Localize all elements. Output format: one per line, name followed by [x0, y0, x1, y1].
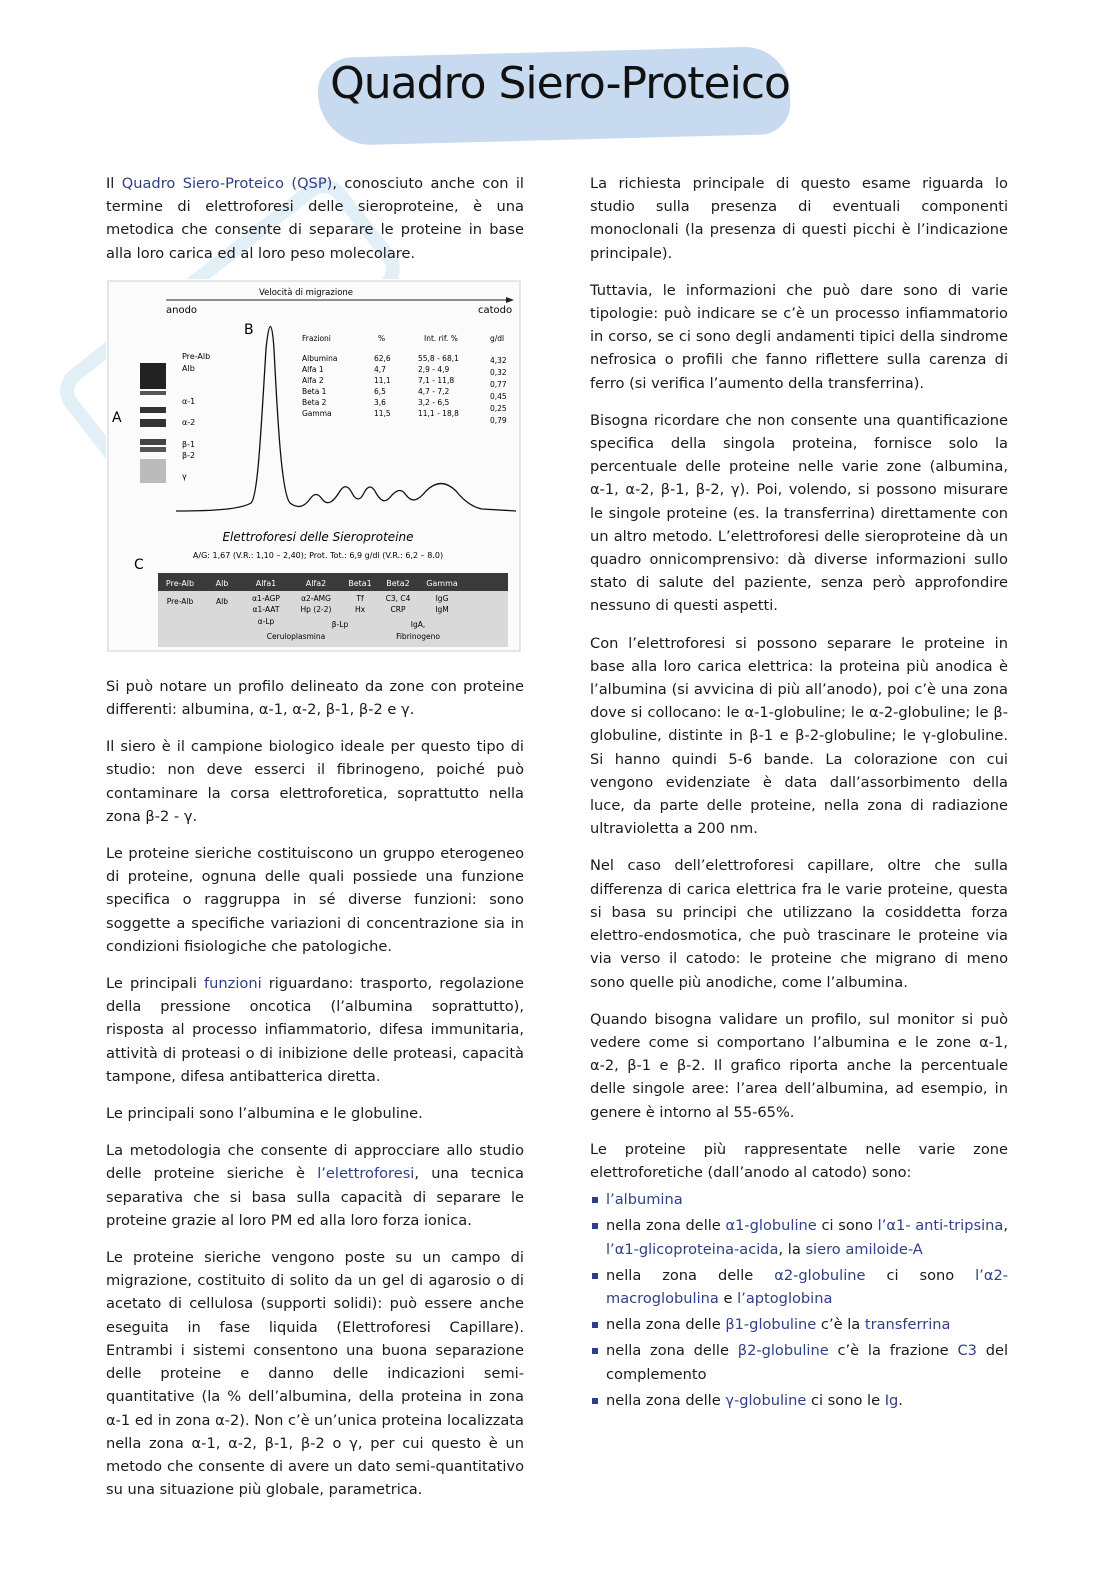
band-protein: Pre-Alb	[166, 596, 194, 606]
band-header: Beta2	[386, 578, 410, 588]
table-cell: 4,7	[374, 364, 386, 374]
text: La metodologia che consente di approcciare allo studio delle proteine sieriche è	[106, 1142, 524, 1183]
text: nella zona delle	[606, 1342, 738, 1360]
table-header: Frazioni	[302, 333, 331, 343]
list-item	[590, 1339, 1008, 1385]
text: e	[718, 1289, 738, 1307]
list-item	[590, 1214, 1008, 1260]
table-cell: 55,8 - 68,1	[418, 353, 459, 363]
gel-label: γ	[182, 471, 187, 481]
paragraph: Si può notare un profilo delineato da zone con proteine differenti: albumina, α-1, α-2, β-1, β-2 e γ.	[106, 677, 524, 719]
text: Il	[106, 175, 122, 192]
velocity-label: Velocità di migrazione	[258, 287, 354, 298]
text: c’è la	[816, 1316, 865, 1334]
highlight-term: Ig	[884, 1391, 899, 1409]
list-item	[590, 1389, 1008, 1412]
list-item	[590, 1188, 1008, 1211]
band-protein: Alb	[216, 596, 228, 606]
text: .	[898, 1391, 903, 1409]
gel-label: α-1	[182, 396, 196, 406]
highlight-term: C3	[957, 1342, 977, 1360]
paragraph: Quando bisogna validare un profilo, sul monitor si può vedere come si comportano l’albumina e le zone α-1, α-2, β-1 e β-2. Il grafico riporta anche la percentuale delle singole aree: l’area dell’albumina, ad esempio, in genere è intorno al 55-65%.	[590, 1010, 1008, 1121]
text: ci sono	[865, 1266, 976, 1284]
text: , conosciuto anche con il termine di elettroforesi delle sieroproteine, è una metodica che consente di separare le proteine in base alla loro carica ed al loro peso molecolare.	[106, 175, 524, 262]
gel-label: Alb	[182, 363, 195, 373]
highlight-term: siero amiloide-A	[805, 1240, 923, 1258]
band-protein: α-Lp	[257, 616, 275, 626]
band-protein: α1-AGP	[252, 593, 280, 603]
table-header: %	[378, 333, 386, 343]
protein-list	[590, 1188, 1008, 1412]
text: nella zona delle	[606, 1266, 775, 1284]
band-body	[158, 591, 508, 647]
table-cell: 4,7 - 7,2	[418, 386, 450, 396]
text: nella zona delle	[606, 1391, 726, 1409]
text: riguardano: trasporto, regolazione della pressione oncotica (l’albumina soprattutto), risposta al processo infiammatorio, difesa immunitaria, attività di proteasi o di inibizione delle proteasi, capacità tampone, difesa antibatterica diretta.	[106, 975, 524, 1085]
paragraph: Le proteine più rappresentate nelle varie zone elettroforetiche (dall’anodo al catodo) sono:	[590, 1140, 1008, 1181]
highlight-term: transferrina	[864, 1316, 951, 1334]
list-item	[590, 1264, 1008, 1310]
text: c’è la frazione	[828, 1342, 958, 1360]
table-cell: Alfa 1	[302, 364, 324, 374]
table-header: Int. rif. %	[424, 333, 458, 343]
table-cell: Alfa 2	[302, 375, 324, 385]
text: nella zona delle	[606, 1316, 726, 1334]
gel-strip	[140, 363, 166, 483]
table-cell: 0,79	[490, 415, 507, 425]
anode-label: anodo	[166, 304, 198, 316]
highlight-term: γ-globuline	[725, 1391, 807, 1409]
text: ,	[1003, 1217, 1008, 1235]
label-a: A	[112, 409, 122, 426]
band-protein: IgA,	[410, 619, 426, 629]
table-cell: 3,2 - 6,5	[418, 397, 450, 407]
text: , la	[778, 1240, 806, 1258]
text: del complemento	[606, 1342, 1009, 1383]
band-protein: Fibrinogeno	[396, 631, 440, 641]
figure-caption: Elettroforesi delle Sieroproteine	[222, 529, 414, 544]
gel-label: β-2	[182, 450, 196, 460]
text: , una tecnica separativa che si basa sulla capacità di separare le proteine grazie al loro PM ed alla loro forza ionica.	[106, 1165, 524, 1229]
text: nella zona delle	[606, 1217, 726, 1235]
table-cell: 2,9 - 4,9	[418, 364, 450, 374]
highlight-term: l’elettroforesi	[317, 1165, 415, 1183]
band-protein: Hp (2-2)	[300, 604, 332, 614]
band-protein: α2-AMG	[301, 593, 331, 603]
table-cell: 11,1	[374, 375, 391, 385]
band-protein: α1-AAT	[252, 604, 280, 614]
gel-label: Pre-Alb	[182, 351, 211, 361]
band-protein: Hx	[354, 604, 366, 614]
label-c: C	[134, 556, 144, 573]
band-header: Alb	[215, 578, 229, 588]
electrophoresis-figure	[106, 279, 524, 659]
highlight-term: α2-globuline	[774, 1266, 866, 1284]
highlight-term: β1-globuline	[725, 1316, 817, 1334]
paragraph: Con l’elettroforesi si possono separare le proteine in base alla loro carica elettrica: la proteina più anodica è l’albumina (si avvicina di più all’anodo), poi c’è una zona dove si collocano: le α-1-globuline; le α-2-globuline; le β-globuline, distinte in β-1 e β-2-globuline; le γ-globuline. Si hanno quindi 5-6 bande. La colorazione con cui vengono evidenziate è data dall’assorbimento della luce, da parte delle proteine, nella zona di radiazione ultravioletta a 200 nm.	[590, 634, 1008, 838]
table-cell: Gamma	[302, 408, 332, 418]
paragraph-method	[106, 1139, 524, 1232]
highlight-term: l’albumina	[606, 1191, 683, 1209]
left-column	[106, 172, 524, 1515]
table-cell: 62,6	[374, 353, 391, 363]
table-header: g/dl	[490, 333, 505, 343]
band-header: Pre-Alb	[165, 578, 195, 588]
table-cell: Beta 2	[302, 397, 327, 407]
paragraph: Le principali sono l’albumina e le globuline.	[106, 1105, 423, 1123]
paragraph: Tuttavia, le informazioni che può dare sono di varie tipologie: può indicare se c’è un processo infiammatorio in corso, se ci sono degli andamenti tipici della sindrome nefrosica o profili che fanno riflettere sulla carenza di ferro (si verifica l’aumento della transferrina).	[590, 281, 1008, 392]
band-header: Beta1	[348, 578, 372, 588]
table-cell: Beta 1	[302, 386, 327, 396]
band-protein: Ceruloplasmina	[266, 631, 326, 641]
table-cell: 7,1 - 11,8	[418, 375, 455, 385]
band-protein: IgM	[435, 604, 449, 614]
table-cell: 3,6	[374, 397, 386, 407]
paragraph: Nel caso dell’elettroforesi capillare, oltre che sulla differenza di carica elettrica fra le varie proteine, questa si basa su principi che utilizzano la cosiddetta forza elettro-endosmotica, che può trascinare le proteine via via verso il catodo: le proteine che migrano di meno sono quelle più anodiche, come l’albumina.	[590, 857, 1008, 991]
highlight-term: l’aptoglobina	[737, 1289, 833, 1307]
highlight-term: funzioni	[204, 975, 262, 993]
band-protein: β-Lp	[331, 619, 349, 629]
highlight-term: α1-globuline	[725, 1217, 817, 1235]
band-header: Alfa2	[305, 578, 327, 588]
table-cell: 0,77	[490, 379, 507, 389]
highlight-term: l’α2-macroglobulina	[606, 1266, 1008, 1307]
band-header: Alfa1	[255, 578, 277, 588]
band-header: Gamma	[426, 578, 458, 588]
table-cell: 4,32	[490, 355, 507, 365]
right-column	[590, 172, 1008, 1415]
paragraph: La richiesta principale di questo esame riguarda lo studio sulla presenza di eventuali componenti monoclonali (la presenza di questi picchi è l’indicazione principale).	[590, 175, 1008, 262]
table-cell: 0,25	[490, 403, 507, 413]
table-cell: 6,5	[374, 386, 386, 396]
highlight-term: β2-globuline	[737, 1342, 829, 1360]
highlight-term: Quadro Siero-Proteico (QSP)	[121, 175, 333, 192]
gel-label: α-2	[182, 417, 196, 427]
band-protein: C3, C4	[385, 593, 411, 603]
figure-ratio: A/G: 1,67 (V.R.: 1,10 – 2,40); Prot. Tot.: 6,9 g/dl (V.R.: 6,2 – 8.0)	[192, 550, 444, 560]
label-b: B	[244, 321, 254, 338]
paragraph-functions	[106, 972, 524, 1088]
paragraph: Bisogna ricordare che non consente una quantificazione specifica della singola proteina, fornisce solo la percentuale delle proteine nelle varie zone (albumina, α-1, α-2, β-1, β-2, γ). Poi, volendo, si possono misurare le singole proteine (es. la transferrina) direttamente con un altro metodo. L’elettroforesi delle sieroproteine dà un quadro onnicomprensivo: dà diverse informazioni sullo stato di salute del paziente, senza però approfondire nessuno di questi aspetti.	[590, 411, 1008, 615]
table-cell: 0,32	[490, 367, 507, 377]
paragraph-intro	[106, 172, 524, 265]
band-protein: Tf	[356, 593, 364, 603]
table-cell: 11,5	[374, 408, 391, 418]
gel-label: β-1	[182, 439, 196, 449]
cathode-label: catodo	[478, 304, 513, 316]
highlight-term: l’α1- anti-tripsina	[877, 1217, 1004, 1235]
table-cell: 0,45	[490, 391, 507, 401]
list-item	[590, 1313, 1008, 1336]
paragraph: Le proteine sieriche costituiscono un gruppo eterogeneo di proteine, ognuna delle quali possiede una funzione specifica o raggruppa in sé diverse funzioni: sono soggette a specifiche variazioni di concentrazione sia in condizioni fisiologiche che patologiche.	[106, 845, 524, 955]
highlight-term: l’α1-glicoproteina-acida	[606, 1240, 779, 1258]
table-cell: 11,1 - 18,8	[418, 408, 459, 418]
text: ci sono le	[806, 1391, 885, 1409]
text: ci sono	[816, 1217, 878, 1235]
text: Le principali	[106, 975, 205, 993]
band-protein: CRP	[390, 604, 406, 614]
paragraph: Il siero è il campione biologico ideale per questo tipo di studio: non deve esserci il fibrinogeno, poiché può contaminare la corsa elettroforetica, soprattutto nella zona β-2 - γ.	[106, 738, 524, 825]
table-cell: Albumina	[302, 353, 338, 363]
band-protein: IgG	[435, 593, 449, 603]
page-title: Quadro Siero-Proteico	[330, 58, 790, 109]
paragraph: Le proteine sieriche vengono poste su un campo di migrazione, costituito di solito da un gel di agarosio o di acetato di cellulosa (supporti solidi): può essere anche eseguita in fase liquida (Elettroforesi Capillare). Entrambi i sistemi consentono una buona separazione delle proteine e danno delle indicazioni semi-quantitative (la % dell’albumina, della proteina in zona α-1 ed in zona α-2). Non c’è un’unica proteina localizzata nella zona α-1, α-2, β-1, β-2 o γ, per cui questo è un metodo che consente di avere un dato semi-quantitativo su una situazione più globale, parametrica.	[106, 1249, 524, 1499]
